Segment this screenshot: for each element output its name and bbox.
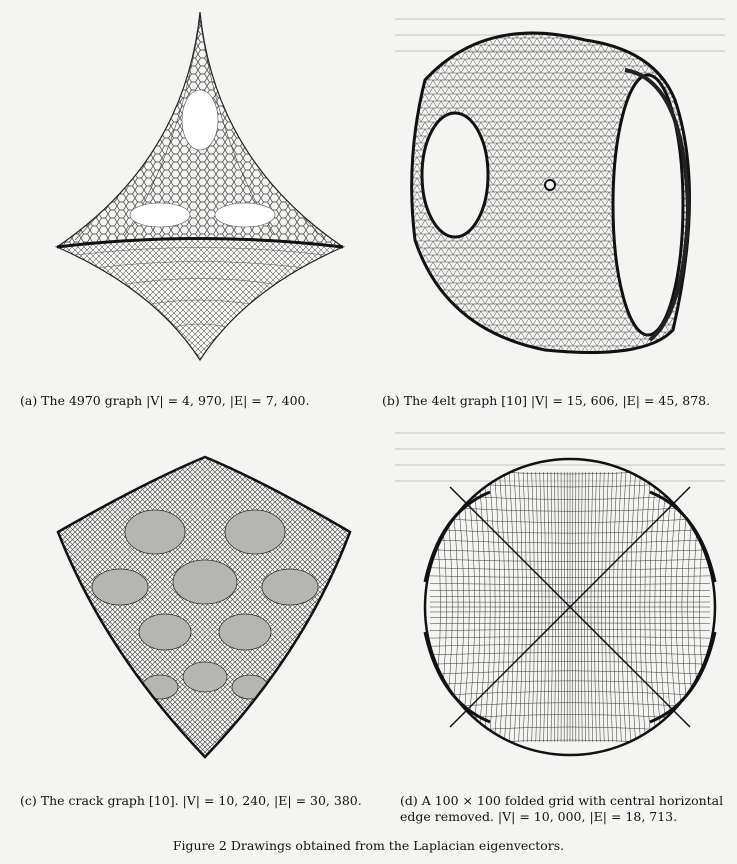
figure-d-folded-grid xyxy=(420,452,720,762)
figure-c-crack-graph xyxy=(55,452,355,762)
caption-b: (b) The 4elt graph [10] |V| = 15, 606, |E| = 45, 878. xyxy=(382,393,711,408)
caption-c: (c) The crack graph [10]. |V| = 10, 240, |E| = 30, 380. xyxy=(20,793,362,808)
figure-a-drawing xyxy=(45,10,355,365)
figure-b-4elt-graph xyxy=(405,10,705,360)
figure-c-drawing xyxy=(55,452,355,762)
caption-d: (d) A 100 × 100 folded grid with central horizontal edge removed. |V| = 10, 000, |E| = 18, 713. xyxy=(400,793,724,824)
figure-a-4970-graph xyxy=(45,10,355,365)
figure-b-drawing xyxy=(405,10,705,360)
caption-a: (a) The 4970 graph |V| = 4, 970, |E| = 7, 400. xyxy=(20,393,310,408)
figure-d-drawing xyxy=(420,452,720,762)
figure-caption: Figure 2 Drawings obtained from the Laplacian eigenvectors. xyxy=(172,838,565,853)
